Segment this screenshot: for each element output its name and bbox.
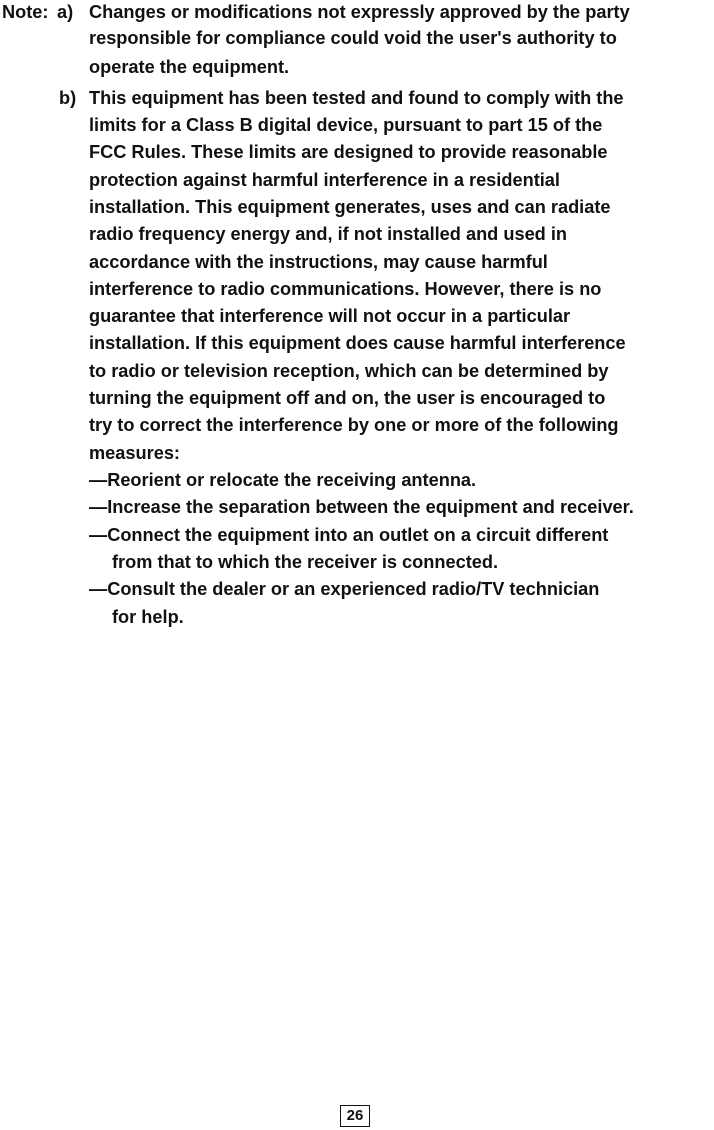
measure-item: —Connect the equipment into an outlet on a circuit different xyxy=(89,525,609,545)
item-b-line: accordance with the instructions, may cause harmful xyxy=(89,252,548,272)
item-a-line: responsible for compliance could void the user's authority to xyxy=(89,28,617,48)
item-b-line: FCC Rules. These limits are designed to provide reasonable xyxy=(89,142,608,162)
measure-item: —Consult the dealer or an experienced radio/TV technician xyxy=(89,579,600,599)
item-a-line: operate the equipment. xyxy=(89,57,290,77)
item-b-line: to radio or television reception, which can be determined by xyxy=(89,361,609,381)
measure-item-continuation: for help. xyxy=(112,607,184,627)
item-b-line: radio frequency energy and, if not installed and used in xyxy=(89,224,568,244)
item-b-line: try to correct the interference by one or more of the following xyxy=(89,415,619,435)
item-a-line: Changes or modifications not expressly approved by the party xyxy=(89,2,630,22)
item-b-line: interference to radio communications. However, there is no xyxy=(89,279,602,299)
page-number: 26 xyxy=(340,1105,370,1127)
item-b-line: turning the equipment off and on, the user is encouraged to xyxy=(89,388,606,408)
item-b-marker: b) xyxy=(59,88,77,108)
measure-item: —Increase the separation between the equipment and receiver. xyxy=(89,497,634,517)
note-label: Note: xyxy=(2,2,49,22)
item-b-line: limits for a Class B digital device, pursuant to part 15 of the xyxy=(89,115,603,135)
item-b-line: installation. This equipment generates, uses and can radiate xyxy=(89,197,611,217)
item-b-line: measures: xyxy=(89,443,180,463)
item-b-line: installation. If this equipment does cause harmful interference xyxy=(89,333,626,353)
measure-item-continuation: from that to which the receiver is connected. xyxy=(112,552,499,572)
item-a-marker: a) xyxy=(57,2,74,22)
item-b-line: This equipment has been tested and found to comply with the xyxy=(89,88,624,108)
item-b-line: guarantee that interference will not occur in a particular xyxy=(89,306,571,326)
measure-item: —Reorient or relocate the receiving antenna. xyxy=(89,470,477,490)
item-b-line: protection against harmful interference in a residential xyxy=(89,170,560,190)
